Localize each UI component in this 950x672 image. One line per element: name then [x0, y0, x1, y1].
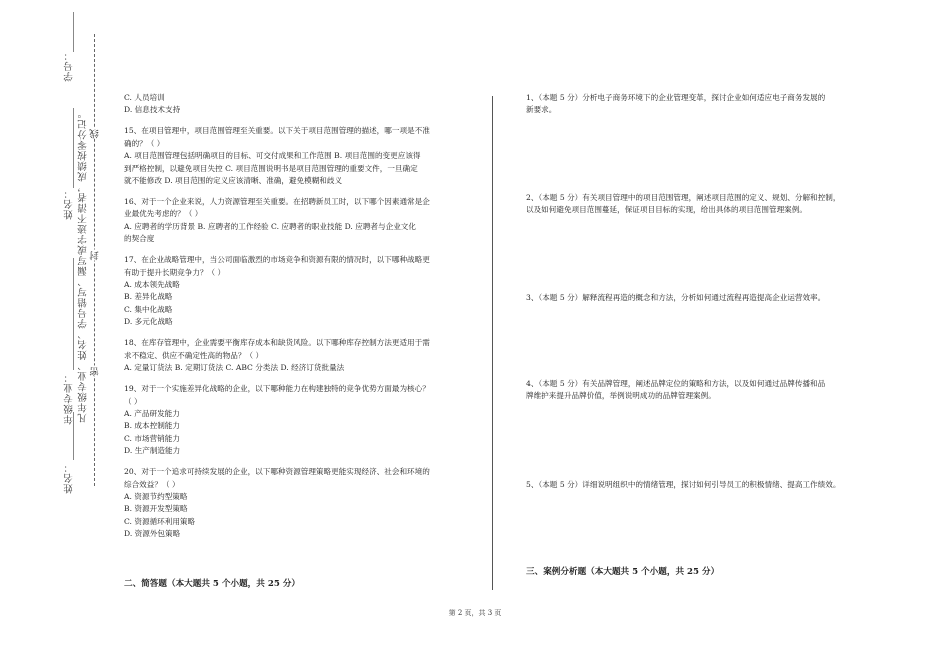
- short-question-1: [526, 92, 871, 117]
- question-stem: 有助于提升长期竞争力？（ ）: [124, 267, 226, 277]
- question-text: 1、（本题 5 分）分析电子商务环境下的企业管理变革，探讨企业如何适应电子商务发展的: [526, 93, 826, 102]
- short-question-5: [526, 479, 871, 491]
- question-text: 牌维护来提升品牌价值，举例说明成功的品牌管理案例。: [526, 391, 716, 401]
- option-line: A. 成本领先战略: [124, 280, 180, 290]
- question-stem: 确的？（ ）: [124, 138, 165, 148]
- question-stem: 18、在库存管理中，企业需要平衡库存成本和缺货风险。以下哪种库存控制方法更适用于需: [124, 338, 430, 348]
- section-title-short-answer: 二、简答题（本大题共 5 个小题，共 25 分）: [124, 579, 301, 589]
- question-stem: 15、在项目管理中，项目范围管理至关重要。以下关于项目范围管理的描述，哪一项是不准: [124, 126, 430, 136]
- option-line: B. 差异化战略: [124, 292, 173, 302]
- option-line: A. 定量订货法 B. 定期订货法 C. ABC 分类法 D. 经济订货批量法: [124, 363, 345, 373]
- option-line: A. 资源节约型策略: [124, 491, 188, 501]
- question-17: [124, 254, 466, 328]
- question-stem: 16、对于一个企业来说，人力资源管理至关重要。在招聘新员工时，以下哪个因素通常是企: [124, 197, 430, 207]
- option-line: C. 集中化战略: [124, 304, 173, 314]
- grade-major-label: 年级专业：: [64, 372, 75, 425]
- column-divider: [492, 96, 493, 590]
- option-line: 就不能修改 D. 项目范围的定义应该清晰、准确，避免模糊和歧义: [124, 176, 343, 186]
- grade-major-underline: [73, 258, 74, 370]
- question-stem: 业最优先考虑的？（ ）: [124, 209, 203, 219]
- student-id-underline: [73, 12, 74, 52]
- school-name-underline: [73, 412, 74, 460]
- option-line: C. 资源循环利用策略: [124, 516, 196, 526]
- question-15: [124, 125, 466, 187]
- short-question-2: [526, 192, 871, 217]
- question-text: 2、（本题 5 分）有关项目管理中的项目范围管理，阐述项目范围的定义、规划、分解和控制，: [526, 193, 841, 202]
- option-line: B. 资源开发型策略: [124, 504, 188, 514]
- question-stem: 19、对于一个实施差异化战略的企业，以下哪种能力在构建独特的竞争优势方面最为核心？: [124, 384, 430, 394]
- seal-mark: 密: [90, 366, 101, 377]
- question-18: [124, 337, 466, 374]
- option-line: 的契合度: [124, 234, 155, 244]
- name-label: 姓名：: [64, 188, 75, 220]
- option-line: C. 人员培训: [124, 93, 165, 102]
- option-line: D. 信息技术支持: [124, 105, 181, 115]
- option-line: B. 成本控制能力: [124, 421, 180, 431]
- question-20: [124, 466, 466, 540]
- binding-margin: [40, 0, 112, 672]
- line-mark: 线: [90, 128, 101, 139]
- option-line: 到严格控制，以避免项目失控 C. 项目范围说明书是项目范围管理的重要文件，一旦确定: [124, 163, 418, 173]
- question-text: 新要求。: [526, 105, 557, 115]
- question-text: 5、（本题 5 分）详细说明组织中的情绪管理，探讨如何引导员工的积极情绪、提高工作绩效。: [526, 480, 841, 489]
- notice-text: 凡年级专业、姓名、学号错写、漏写或字迹不清者，成绩按零分记。: [78, 108, 89, 423]
- q14-remaining-options: [124, 92, 466, 117]
- section-title-case-analysis: 三、案例分析题（本大题共 5 个小题，共 25 分）: [526, 567, 720, 577]
- student-id-label: 学号：: [64, 50, 75, 82]
- short-question-3: [526, 292, 871, 304]
- option-line: C. 市场营销能力: [124, 433, 180, 443]
- question-text: 4、（本题 5 分）有关品牌管理，阐述品牌定位的策略和方法，以及如何通过品牌传播和品: [526, 379, 826, 388]
- option-line: A. 项目范围管理包括明确项目的目标、可交付成果和工作范围 B. 项目范围的变更应该得: [124, 151, 421, 161]
- option-line: D. 多元化战略: [124, 317, 173, 327]
- question-stem: 20、对于一个追求可持续发展的企业，以下哪种资源管理策略更能实现经济、社会和环境的: [124, 467, 430, 477]
- question-16: [124, 196, 466, 246]
- left-column: [124, 92, 466, 541]
- name-underline: [73, 108, 74, 188]
- short-question-4: [526, 378, 871, 403]
- binding-mark: 封: [90, 250, 101, 261]
- question-stem: （ ）: [124, 396, 142, 406]
- question-stem: 综合效益？（ ）: [124, 479, 180, 489]
- option-line: A. 应聘者的学历背景 B. 应聘者的工作经验 C. 应聘者的职业技能 D. 应聘者与企业文化: [124, 221, 416, 231]
- school-name-label: 姓名：: [64, 462, 75, 494]
- option-line: A. 产品研发能力: [124, 408, 180, 418]
- question-19: [124, 383, 466, 457]
- question-stem: 17、在企业战略管理中，当公司面临激烈的市场竞争和资源有限的情况时，以下哪种战略更: [124, 255, 430, 265]
- option-line: D. 资源外包策略: [124, 529, 181, 539]
- question-text: 以及如何避免项目范围蔓延，保证项目目标的实现，给出具体的项目范围管理案例。: [526, 205, 807, 215]
- page-footer: 第 2 页，共 3 页: [448, 609, 502, 617]
- option-line: D. 生产制造能力: [124, 446, 181, 456]
- question-stem: 求不稳定、供应不确定性高的物品？（ ）: [124, 350, 264, 360]
- question-text: 3、（本题 5 分）解释流程再造的概念和方法，分析如何通过流程再造提高企业运营效率。: [526, 293, 826, 302]
